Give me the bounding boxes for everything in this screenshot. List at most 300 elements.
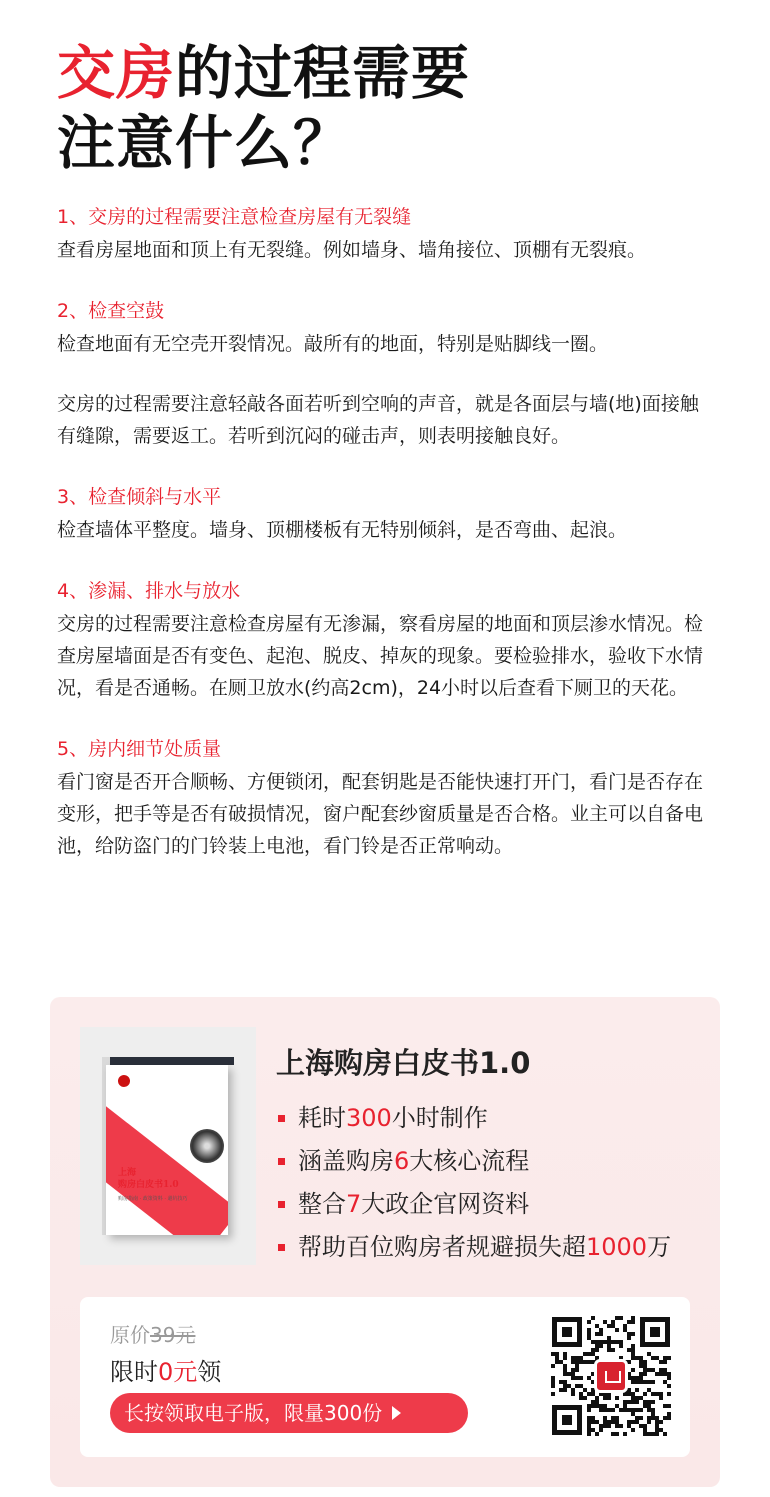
qr-module [647, 1380, 651, 1384]
qr-module [607, 1344, 611, 1348]
qr-module [591, 1340, 595, 1344]
qr-module [647, 1404, 651, 1408]
title-line2: 注意什么？ [57, 109, 353, 177]
qr-module [591, 1404, 595, 1408]
qr-module [639, 1364, 643, 1368]
article-title [57, 38, 470, 178]
qr-module [655, 1424, 659, 1428]
qr-module [571, 1392, 575, 1396]
qr-module [651, 1412, 655, 1416]
qr-module [639, 1396, 643, 1400]
qr-module [595, 1324, 599, 1328]
qr-module [667, 1404, 671, 1408]
qr-module [591, 1420, 595, 1424]
qr-module [615, 1404, 619, 1408]
qr-module [587, 1408, 591, 1412]
qr-module [551, 1380, 555, 1384]
section-5 [57, 732, 717, 862]
qr-code[interactable] [550, 1315, 672, 1437]
bullet-icon [278, 1115, 285, 1122]
qr-module [663, 1356, 667, 1360]
qr-module [631, 1332, 635, 1336]
qr-module [607, 1420, 611, 1424]
qr-module [603, 1320, 607, 1324]
qr-module [559, 1388, 563, 1392]
section-heading: 1、交房的过程需要注意检查房屋有无裂缝 [57, 206, 412, 228]
qr-module [587, 1432, 591, 1436]
qr-module [631, 1412, 635, 1416]
qr-module [663, 1368, 667, 1372]
qr-module [619, 1424, 623, 1428]
qr-module [647, 1420, 651, 1424]
qr-module [551, 1352, 555, 1356]
qr-module [587, 1404, 591, 1408]
qr-module [611, 1420, 615, 1424]
qr-module [635, 1420, 639, 1424]
qr-module [631, 1344, 635, 1348]
qr-module [591, 1416, 595, 1420]
qr-module [599, 1408, 603, 1412]
qr-module [659, 1420, 663, 1424]
qr-module [563, 1380, 567, 1384]
qr-module [563, 1352, 567, 1356]
qr-module [587, 1320, 591, 1324]
qr-module [579, 1384, 583, 1388]
qr-module [563, 1384, 567, 1388]
feature-text: 大核心流程 [409, 1147, 530, 1175]
qr-module [639, 1408, 643, 1412]
qr-module [627, 1332, 631, 1336]
qr-module [643, 1424, 647, 1428]
qr-module [635, 1356, 639, 1360]
feature-text: 涵盖购房 [298, 1147, 394, 1175]
qr-module [615, 1424, 619, 1428]
qr-module [607, 1396, 611, 1400]
title-highlight: 交房 [57, 39, 176, 107]
qr-module [655, 1432, 659, 1436]
feature-item [278, 1183, 671, 1226]
qr-module [631, 1408, 635, 1412]
qr-module [627, 1320, 631, 1324]
qr-module [663, 1416, 667, 1420]
qr-module [591, 1392, 595, 1396]
qr-module [631, 1368, 635, 1372]
qr-module [623, 1328, 627, 1332]
feature-highlight: 300 [346, 1104, 392, 1132]
qr-module [643, 1432, 647, 1436]
feature-text: 耗时 [298, 1104, 346, 1132]
qr-module [587, 1376, 591, 1380]
bullet-icon [278, 1201, 285, 1208]
section-heading: 4、渗漏、排水与放水 [57, 580, 241, 602]
qr-module [647, 1368, 651, 1372]
qr-module [655, 1428, 659, 1432]
qr-module [591, 1428, 595, 1432]
feature-item [278, 1140, 671, 1183]
qr-module [615, 1416, 619, 1420]
qr-module [563, 1364, 567, 1368]
qr-module [619, 1344, 623, 1348]
qr-module [651, 1400, 655, 1404]
qr-module [551, 1384, 555, 1388]
qr-module [659, 1428, 663, 1432]
qr-module [595, 1432, 599, 1436]
qr-module [583, 1388, 587, 1392]
section-heading: 2、检查空鼓 [57, 300, 165, 322]
bullet-icon [278, 1158, 285, 1165]
qr-module [647, 1432, 651, 1436]
qr-module [555, 1356, 559, 1360]
qr-module [667, 1356, 671, 1360]
qr-module [643, 1368, 647, 1372]
qr-module [575, 1356, 579, 1360]
section-paragraph: 交房的过程需要注意轻敲各面若听到空响的声音，就是各面层与墙(地)面接触有缝隙，需要返工。若听到沉闷的碰击声，则表明接触良好。 [57, 393, 699, 447]
qr-module [551, 1376, 555, 1380]
qr-module [571, 1376, 575, 1380]
qr-module [611, 1348, 615, 1352]
qr-module [595, 1340, 599, 1344]
qr-module [587, 1328, 591, 1332]
book-cover [106, 1065, 228, 1235]
qr-module [663, 1432, 667, 1436]
qr-finder-icon [552, 1405, 582, 1435]
feature-text: 帮助百位购房者规避损失超 [298, 1233, 586, 1261]
qr-module [631, 1320, 635, 1324]
qr-module [579, 1356, 583, 1360]
feature-highlight: 7 [346, 1190, 362, 1218]
feature-text: 万 [647, 1233, 672, 1261]
feature-highlight: 6 [394, 1147, 410, 1175]
qr-module [567, 1372, 571, 1376]
qr-module [631, 1396, 635, 1400]
qr-module [611, 1340, 615, 1344]
qr-module [663, 1372, 667, 1376]
qr-module [591, 1316, 595, 1320]
qr-module [651, 1380, 655, 1384]
qr-module [595, 1404, 599, 1408]
section-paragraph: 交房的过程需要注意检查房屋有无渗漏，察看房屋的地面和顶层渗水情况。检查房屋墙面是否有变色、起泡、脱皮、掉灰的现象。要检验排水，验收下水情况，看是否通畅。在厕卫放水(约高2cm)，24小时以后查看下厕卫的天花。 [57, 613, 704, 699]
qr-module [655, 1392, 659, 1396]
qr-module [647, 1416, 651, 1420]
qr-module [571, 1388, 575, 1392]
qr-module [667, 1372, 671, 1376]
qr-module [643, 1380, 647, 1384]
qr-module [579, 1376, 583, 1380]
qr-module [611, 1408, 615, 1412]
feature-text: 大政企官网资料 [361, 1190, 530, 1218]
qr-module [611, 1416, 615, 1420]
qr-module [575, 1360, 579, 1364]
section-3 [57, 480, 717, 546]
qr-module [651, 1432, 655, 1436]
qr-module [611, 1324, 615, 1328]
qr-module [603, 1416, 607, 1420]
qr-module [651, 1408, 655, 1412]
qr-module [631, 1376, 635, 1380]
qr-module [663, 1360, 667, 1364]
qr-module [555, 1352, 559, 1356]
feature-item [278, 1226, 671, 1269]
qr-module [631, 1356, 635, 1360]
play-arrow-icon [392, 1406, 401, 1420]
qr-module [595, 1344, 599, 1348]
qr-module [575, 1368, 579, 1372]
qr-module [639, 1372, 643, 1376]
feature-text: 整合 [298, 1190, 346, 1218]
section-1 [57, 200, 717, 266]
qr-module [643, 1400, 647, 1404]
qr-module [663, 1380, 667, 1384]
qr-module [571, 1368, 575, 1372]
qr-module [619, 1316, 623, 1320]
qr-module [631, 1420, 635, 1424]
qr-module [559, 1360, 563, 1364]
qr-module [627, 1408, 631, 1412]
qr-module [631, 1428, 635, 1432]
qr-module [599, 1424, 603, 1428]
section-heading: 3、检查倾斜与水平 [57, 486, 222, 508]
qr-module [603, 1404, 607, 1408]
qr-module [631, 1348, 635, 1352]
qr-module [587, 1428, 591, 1432]
section-paragraph: 检查墙体平整度。墙身、顶棚楼板有无特别倾斜，是否弯曲、起浪。 [57, 519, 628, 541]
article-body [57, 200, 717, 890]
qr-module [639, 1360, 643, 1364]
qr-module [659, 1368, 663, 1372]
qr-finder-icon [640, 1317, 670, 1347]
qr-module [659, 1372, 663, 1376]
qr-module [575, 1384, 579, 1388]
qr-module [615, 1328, 619, 1332]
qr-module [555, 1360, 559, 1364]
qr-module [611, 1320, 615, 1324]
book-title [118, 1167, 179, 1191]
qr-module [639, 1356, 643, 1360]
qr-module [655, 1420, 659, 1424]
feature-list [278, 1097, 671, 1269]
qr-module [667, 1412, 671, 1416]
title-line1-rest: 的过程需要 [175, 39, 471, 107]
qr-module [651, 1392, 655, 1396]
qr-module [607, 1408, 611, 1412]
qr-module [595, 1396, 599, 1400]
house-logo-icon [594, 1359, 628, 1393]
qr-module [551, 1364, 555, 1368]
qr-module [583, 1360, 587, 1364]
qr-module [575, 1364, 579, 1368]
section-paragraph: 查看房屋地面和顶上有无裂缝。例如墙身、墙角接位、顶棚有无裂痕。 [57, 239, 647, 261]
feature-highlight: 1000 [586, 1233, 648, 1261]
qr-module [607, 1340, 611, 1344]
qr-module [635, 1380, 639, 1384]
claim-box [80, 1297, 690, 1457]
qr-module [631, 1392, 635, 1396]
claim-button-label: 长按领取电子版，限量300份 [124, 1401, 383, 1425]
qr-module [667, 1376, 671, 1380]
section-paragraph: 看门窗是否开合顺畅、方便锁闭，配套钥匙是否能快速打开门，看门是否存在变形，把手等是否有破损情况，窗户配套纱窗质量是否合格。业主可以自备电池，给防盗门的门铃装上电池，看门铃是否正常响动。 [57, 771, 704, 857]
qr-module [591, 1352, 595, 1356]
qr-module [595, 1332, 599, 1336]
qr-module [655, 1356, 659, 1360]
qr-module [667, 1416, 671, 1420]
whitepaper-promo-card [50, 997, 720, 1487]
qr-module [595, 1348, 599, 1352]
qr-module [607, 1424, 611, 1428]
qr-module [567, 1384, 571, 1388]
qr-module [615, 1420, 619, 1424]
qr-module [587, 1416, 591, 1420]
qr-module [579, 1396, 583, 1400]
qr-module [647, 1408, 651, 1412]
qr-module [599, 1340, 603, 1344]
qr-module [599, 1332, 603, 1336]
qr-module [571, 1360, 575, 1364]
section-paragraph: 检查地面有无空壳开裂情况。敲所有的地面，特别是贴脚线一圈。 [57, 333, 609, 355]
qr-module [591, 1400, 595, 1404]
qr-module [627, 1400, 631, 1404]
qr-module [571, 1356, 575, 1360]
qr-module [587, 1336, 591, 1340]
qr-module [603, 1420, 607, 1424]
qr-module [599, 1428, 603, 1432]
qr-module [623, 1432, 627, 1436]
qr-module [575, 1376, 579, 1380]
qr-module [563, 1372, 567, 1376]
qr-module [643, 1360, 647, 1364]
qr-module [643, 1392, 647, 1396]
qr-module [623, 1324, 627, 1328]
qr-module [639, 1416, 643, 1420]
qr-module [667, 1392, 671, 1396]
qr-module [587, 1360, 591, 1364]
original-price [110, 1319, 195, 1348]
qr-module [619, 1408, 623, 1412]
qr-module [643, 1372, 647, 1376]
qr-module [631, 1316, 635, 1320]
free-offer-text: 领 [197, 1358, 222, 1386]
qr-module [635, 1408, 639, 1412]
qr-module [627, 1336, 631, 1340]
card-heading: 上海购房白皮书1.0 [276, 1046, 531, 1080]
qr-module [587, 1424, 591, 1428]
qr-module [627, 1392, 631, 1396]
qr-module [579, 1392, 583, 1396]
qr-module [635, 1416, 639, 1420]
section-2 [57, 294, 717, 452]
qr-module [587, 1392, 591, 1396]
qr-module [643, 1428, 647, 1432]
qr-module [587, 1332, 591, 1336]
book-photo-circle [190, 1129, 224, 1163]
qr-module [587, 1420, 591, 1424]
qr-module [631, 1352, 635, 1356]
qr-module [639, 1376, 643, 1380]
qr-module [655, 1372, 659, 1376]
qr-module [659, 1360, 663, 1364]
book-title-line1: 上海 [118, 1168, 137, 1178]
qr-module [591, 1348, 595, 1352]
qr-module [603, 1424, 607, 1428]
qr-module [627, 1424, 631, 1428]
qr-module [563, 1356, 567, 1360]
claim-button[interactable] [110, 1393, 468, 1433]
book-logo-icon [116, 1073, 132, 1089]
free-offer-text: 限时 [110, 1358, 158, 1386]
qr-module [635, 1396, 639, 1400]
qr-module [627, 1348, 631, 1352]
qr-module [619, 1340, 623, 1344]
qr-module [603, 1396, 607, 1400]
qr-module [599, 1404, 603, 1408]
qr-module [615, 1340, 619, 1344]
qr-module [595, 1420, 599, 1424]
qr-module [599, 1344, 603, 1348]
qr-finder-icon [552, 1317, 582, 1347]
qr-module [603, 1340, 607, 1344]
qr-module [643, 1404, 647, 1408]
qr-module [595, 1400, 599, 1404]
free-offer-price: 0元 [158, 1358, 198, 1386]
qr-module [623, 1404, 627, 1408]
qr-module [663, 1404, 667, 1408]
qr-module [611, 1432, 615, 1436]
book-subtitle: 购房指南 · 政策资料 · 避坑技巧 [118, 1196, 188, 1202]
qr-module [635, 1388, 639, 1392]
qr-module [647, 1400, 651, 1404]
book-cover-image [80, 1027, 256, 1265]
qr-module [563, 1388, 567, 1392]
original-price-label: 原价 [110, 1323, 150, 1347]
qr-module [607, 1324, 611, 1328]
qr-module [667, 1384, 671, 1388]
qr-module [647, 1388, 651, 1392]
qr-module [551, 1392, 555, 1396]
qr-module [651, 1356, 655, 1360]
qr-module [599, 1328, 603, 1332]
qr-module [659, 1396, 663, 1400]
qr-module [603, 1408, 607, 1412]
book-title-line2: 购房白皮书1.0 [118, 1180, 179, 1190]
qr-module [631, 1380, 635, 1384]
qr-module [623, 1408, 627, 1412]
qr-module [615, 1396, 619, 1400]
section-heading: 5、房内细节处质量 [57, 738, 222, 760]
qr-module [635, 1400, 639, 1404]
qr-module [647, 1352, 651, 1356]
qr-module [643, 1364, 647, 1368]
qr-module [583, 1352, 587, 1356]
section-4 [57, 574, 717, 704]
qr-module [571, 1372, 575, 1376]
qr-module [559, 1380, 563, 1384]
qr-module [607, 1348, 611, 1352]
bullet-icon [278, 1244, 285, 1251]
qr-module [615, 1316, 619, 1320]
feature-text: 小时制作 [391, 1104, 488, 1132]
feature-item [278, 1097, 671, 1140]
original-price-value: 39元 [150, 1323, 196, 1347]
qr-module [659, 1392, 663, 1396]
qr-module [583, 1396, 587, 1400]
book-top-edge [110, 1057, 234, 1065]
qr-module [607, 1336, 611, 1340]
qr-module [579, 1360, 583, 1364]
qr-module [563, 1368, 567, 1372]
qr-module [635, 1376, 639, 1380]
qr-module [639, 1424, 643, 1428]
qr-module [623, 1400, 627, 1404]
qr-module [627, 1420, 631, 1424]
